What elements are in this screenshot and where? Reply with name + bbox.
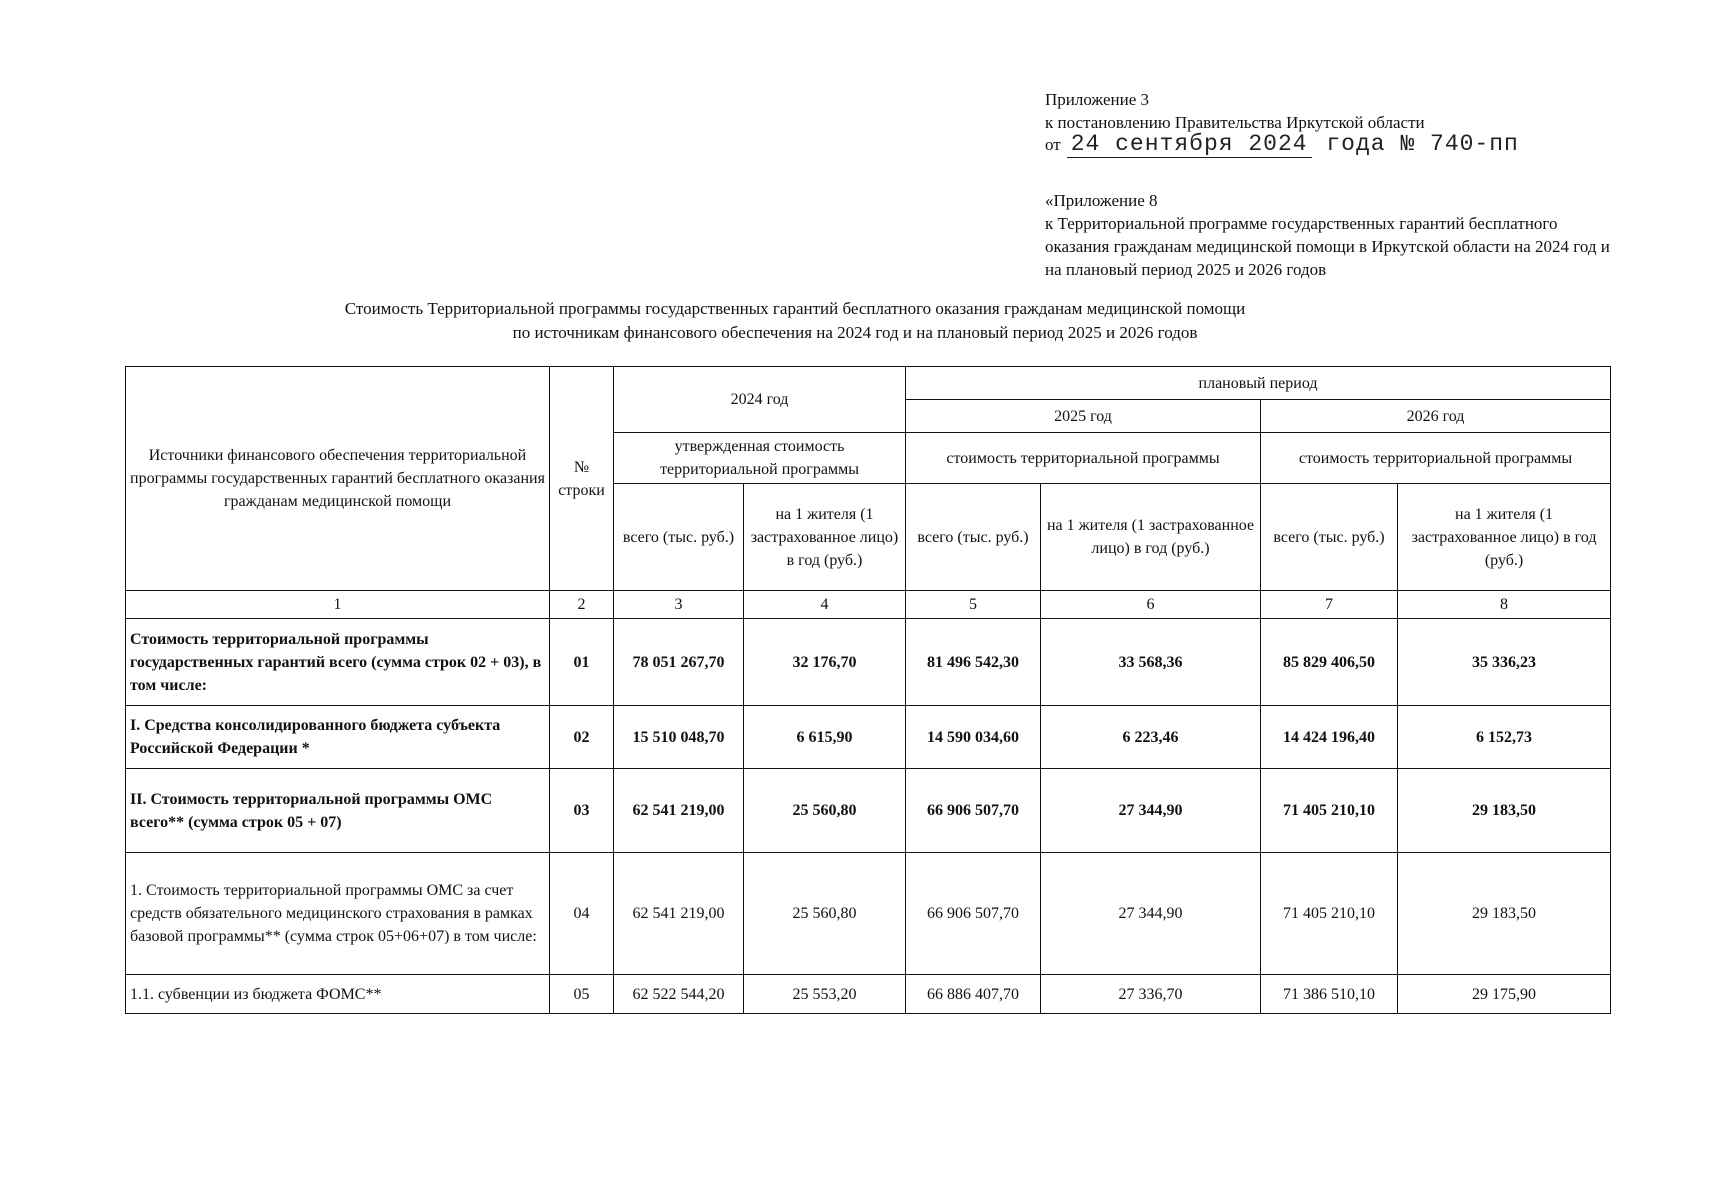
- row-number: 02: [550, 706, 614, 769]
- row-number: 03: [550, 769, 614, 853]
- cell-per-capita-2026: 29 183,50: [1398, 853, 1611, 975]
- column-number: 4: [744, 591, 906, 619]
- cell-per-capita-2026: 6 152,73: [1398, 706, 1611, 769]
- cell-total-2024: 15 510 048,70: [614, 706, 744, 769]
- header-row-number: № строки: [550, 367, 614, 591]
- cell-per-capita-2025: 6 223,46: [1041, 706, 1261, 769]
- cell-total-2026: 71 386 510,10: [1261, 975, 1398, 1014]
- column-number: 2: [550, 591, 614, 619]
- document-title-line2: по источникам финансового обеспечения на 2024 год и на плановый период 2025 и 2026 годов: [512, 323, 1198, 342]
- appendix8-title: «Приложение 8: [1045, 191, 1158, 210]
- cell-per-capita-2024: 25 560,80: [744, 853, 906, 975]
- row-number: 04: [550, 853, 614, 975]
- row-source: 1.1. субвенции из бюджета ФОМС**: [126, 975, 550, 1014]
- column-number: 1: [126, 591, 550, 619]
- cell-total-2024: 62 541 219,00: [614, 769, 744, 853]
- cell-total-2025: 81 496 542,30: [906, 619, 1041, 706]
- header-total-2025: всего (тыс. руб.): [906, 484, 1041, 591]
- cell-per-capita-2024: 32 176,70: [744, 619, 906, 706]
- cell-total-2025: 66 906 507,70: [906, 769, 1041, 853]
- cell-total-2026: 71 405 210,10: [1261, 853, 1398, 975]
- cell-total-2024: 62 522 544,20: [614, 975, 744, 1014]
- header-cost-2026: стоимость территориальной программы: [1261, 433, 1611, 484]
- row-number: 01: [550, 619, 614, 706]
- decree-typed-text: [1067, 133, 1519, 156]
- header-cost-2025: стоимость территориальной программы: [906, 433, 1261, 484]
- financing-table: [125, 366, 1611, 1014]
- table-row: [126, 853, 1611, 975]
- cell-total-2025: 66 886 407,70: [906, 975, 1041, 1014]
- column-number: 8: [1398, 591, 1611, 619]
- cell-total-2026: 85 829 406,50: [1261, 619, 1398, 706]
- header-year-2026: 2026 год: [1261, 400, 1611, 433]
- cell-total-2026: 71 405 210,10: [1261, 769, 1398, 853]
- column-number-row: [126, 591, 1611, 619]
- header-source: Источники финансового обеспечения территориальной программы государственных гарантий бесплатного оказания гражданам медицинской помощи: [126, 367, 550, 591]
- cell-total-2025: 66 906 507,70: [906, 853, 1041, 975]
- appendix8-block: [1045, 189, 1625, 281]
- cell-total-2024: 62 541 219,00: [614, 853, 744, 975]
- table-row: [126, 619, 1611, 706]
- appendix3-title: Приложение 3: [1045, 90, 1149, 109]
- cell-per-capita-2024: 25 553,20: [744, 975, 906, 1014]
- column-number: 5: [906, 591, 1041, 619]
- document-title: [0, 297, 1710, 345]
- decree-number: № 740-пп: [1400, 131, 1519, 157]
- cell-per-capita-2025: 27 344,90: [1041, 853, 1261, 975]
- header-total-2024: всего (тыс. руб.): [614, 484, 744, 591]
- decree-date: 24 сентября 2024: [1067, 131, 1312, 158]
- cell-per-capita-2024: 25 560,80: [744, 769, 906, 853]
- row-source: I. Средства консолидированного бюджета субъекта Российской Федерации *: [126, 706, 550, 769]
- row-source: 1. Стоимость территориальной программы ОМС за счет средств обязательного медицинского страхования в рамках базовой программы** (сумма строк 05+06+07) в том числе:: [126, 853, 550, 975]
- row-source: Стоимость территориальной программы государственных гарантий всего (сумма строк 02 + 03), в том числе:: [126, 619, 550, 706]
- header-approved-cost-2024: утвержденная стоимость территориальной программы: [614, 433, 906, 484]
- document-title-line1: Стоимость Территориальной программы государственных гарантий бесплатного оказания гражданам медицинской помощи: [344, 299, 1246, 318]
- cell-per-capita-2024: 6 615,90: [744, 706, 906, 769]
- cell-total-2024: 78 051 267,70: [614, 619, 744, 706]
- cell-per-capita-2026: 29 183,50: [1398, 769, 1611, 853]
- table-row: [126, 975, 1611, 1014]
- cell-per-capita-2026: 29 175,90: [1398, 975, 1611, 1014]
- cell-per-capita-2025: 27 336,70: [1041, 975, 1261, 1014]
- column-number: 3: [614, 591, 744, 619]
- appendix3-block: [1045, 88, 1519, 156]
- decree-reference: [1045, 133, 1519, 156]
- appendix3-to-decree: к постановлению Правительства Иркутской области: [1045, 113, 1425, 132]
- row-number: 05: [550, 975, 614, 1014]
- column-number: 7: [1261, 591, 1398, 619]
- header-year-2025: 2025 год: [906, 400, 1261, 433]
- appendix8-text: к Территориальной программе государственных гарантий бесплатного оказания гражданам медицинской помощи в Иркутской области на 2024 год и на плановый период 2025 и 2026 годов: [1045, 214, 1610, 279]
- decree-from-label: от: [1045, 135, 1061, 154]
- column-number: 6: [1041, 591, 1261, 619]
- header-year-2024: 2024 год: [614, 367, 906, 433]
- table-row: [126, 769, 1611, 853]
- cell-total-2026: 14 424 196,40: [1261, 706, 1398, 769]
- decree-year-word: года: [1326, 131, 1386, 157]
- cell-per-capita-2025: 27 344,90: [1041, 769, 1261, 853]
- table-row: [126, 706, 1611, 769]
- header-per-capita-2026: на 1 жителя (1 застрахованное лицо) в год (руб.): [1398, 484, 1611, 591]
- header-planned-period: плановый период: [906, 367, 1611, 400]
- cell-total-2025: 14 590 034,60: [906, 706, 1041, 769]
- header-per-capita-2025: на 1 жителя (1 застрахованное лицо) в год (руб.): [1041, 484, 1261, 591]
- header-total-2026: всего (тыс. руб.): [1261, 484, 1398, 591]
- row-source: II. Стоимость территориальной программы ОМС всего** (сумма строк 05 + 07): [126, 769, 550, 853]
- header-per-capita-2024: на 1 жителя (1 застрахованное лицо) в год (руб.): [744, 484, 906, 591]
- cell-per-capita-2025: 33 568,36: [1041, 619, 1261, 706]
- cell-per-capita-2026: 35 336,23: [1398, 619, 1611, 706]
